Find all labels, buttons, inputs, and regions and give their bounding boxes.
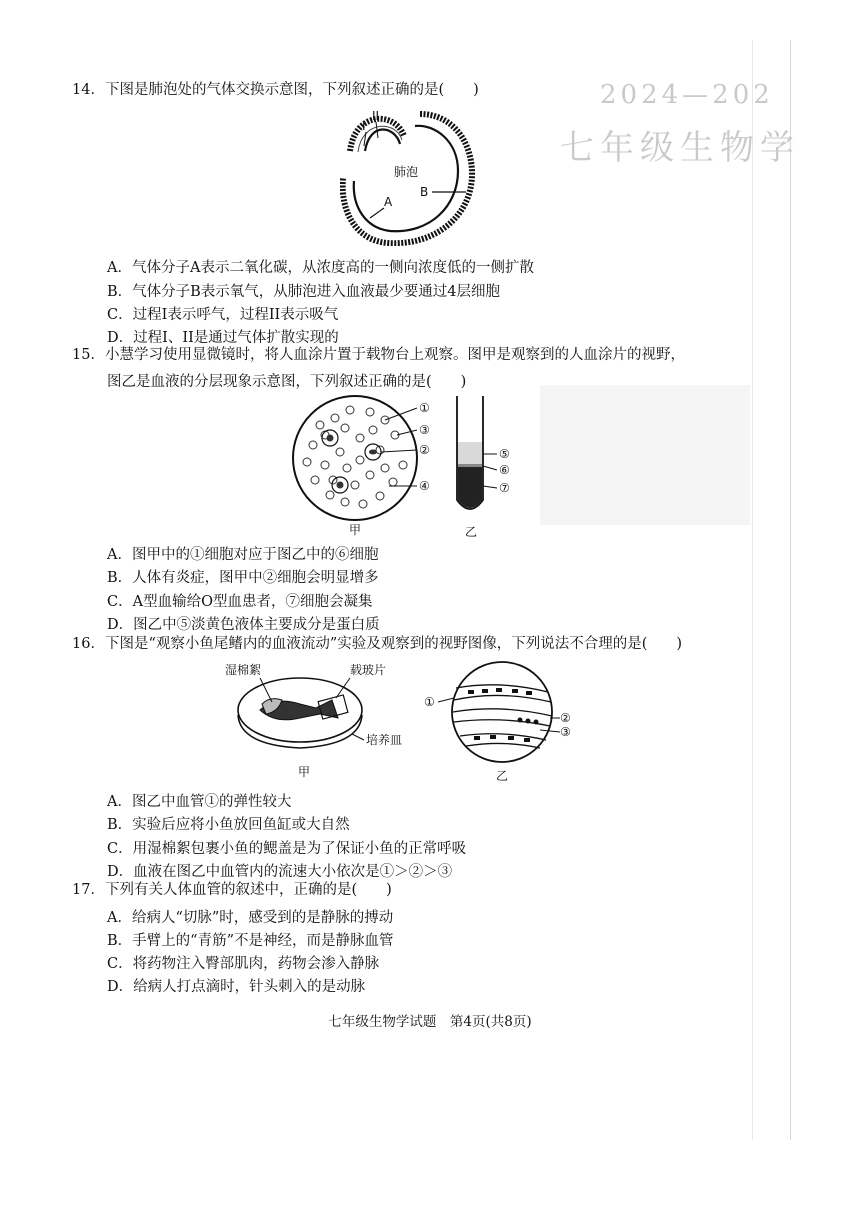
binding-line	[790, 40, 791, 1140]
label-A: A	[384, 195, 393, 209]
smear-label-1: ①	[419, 401, 430, 415]
q15-option-d: D．图乙中⑤淡黄色液体主要成分是蛋白质	[107, 617, 380, 633]
blood-smear-figure	[285, 390, 525, 540]
question-15-stem-2: 图乙是血液的分层现象示意图，下列叙述正确的是( )	[107, 374, 467, 390]
vessel-label-2: ②	[560, 711, 571, 725]
q17-option-d: D．给病人打点滴时，针头刺入的是动脉	[107, 979, 366, 995]
label-I: I	[362, 119, 366, 133]
q15-option-c: C．A型血输给O型血患者，⑦细胞会凝集	[107, 594, 373, 610]
tube-label-6: ⑥	[499, 463, 510, 477]
bleed-through-title: 2024—202	[600, 80, 774, 110]
microscope-view-caption: 乙	[496, 769, 509, 783]
q14-option-d: D．过程I、II是通过气体扩散实现的	[107, 330, 339, 346]
fold-line	[752, 40, 753, 1140]
question-16-stem: 16．下图是“观察小鱼尾鳍内的血液流动”实验及观察到的视野图像，下列说法不合理的是( )	[72, 636, 683, 652]
smear-label-4: ④	[419, 479, 430, 493]
alveolus-gas-exchange-figure	[340, 106, 490, 246]
q17-option-b: B．手臂上的“青筋”不是神经，而是静脉血管	[107, 933, 394, 949]
vessel-label-1: ①	[424, 695, 435, 709]
alveolus-label: 肺泡	[394, 165, 419, 179]
question-17-stem: 17．下列有关人体血管的叙述中，正确的是( )	[72, 882, 392, 898]
q16-option-a: A．图乙中血管①的弹性较大	[107, 794, 292, 810]
bleed-through-table	[540, 385, 750, 525]
question-14-stem: 14．下图是肺泡处的气体交换示意图，下列叙述正确的是( )	[72, 82, 479, 98]
smear-caption: 甲	[349, 523, 362, 537]
q16-option-c: C．用湿棉絮包裹小鱼的鳃盖是为了保证小鱼的正常呼吸	[107, 841, 467, 857]
q17-option-a: A．给病人“切脉”时，感受到的是静脉的搏动	[107, 910, 394, 926]
smear-label-3: ③	[419, 423, 430, 437]
q14-option-b: B．气体分子B表示氧气，从肺泡进入血液最少要通过4层细胞	[107, 284, 501, 300]
tube-label-5: ⑤	[499, 447, 510, 461]
tube-label-7: ⑦	[499, 481, 510, 495]
q17-option-c: C．将药物注入臀部肌肉，药物会渗入静脉	[107, 956, 380, 972]
q16-option-b: B．实验后应将小鱼放回鱼缸或大自然	[107, 817, 350, 833]
fish-setup-caption: 甲	[298, 765, 311, 779]
fish-tail-experiment-figure	[220, 660, 600, 785]
smear-label-2: ②	[419, 443, 430, 457]
vessel-label-3: ③	[560, 725, 571, 739]
q14-option-a: A．气体分子A表示二氧化碳，从浓度高的一侧向浓度低的一侧扩散	[107, 260, 534, 276]
page-footer: 七年级生物学试题 第4页(共8页)	[328, 1014, 532, 1030]
q16-option-d: D．血液在图乙中血管内的流速大小依次是①＞②＞③	[107, 864, 453, 880]
q15-option-b: B．人体有炎症，图甲中②细胞会明显增多	[107, 570, 379, 586]
bleed-through-subject: 七年级生物学	[560, 128, 800, 168]
dish-label: 培养皿	[366, 733, 403, 747]
tube-caption: 乙	[465, 525, 478, 539]
question-15-stem: 15．小慧学习使用显微镜时，将人血涂片置于载物台上观察。图甲是观察到的人血涂片的视野，	[72, 347, 685, 363]
label-II: II	[372, 109, 380, 123]
q14-option-c: C．过程I表示呼气，过程II表示吸气	[107, 307, 339, 323]
q15-option-a: A．图甲中的①细胞对应于图乙中的⑥细胞	[107, 547, 379, 563]
label-B: B	[420, 185, 429, 199]
slide-label: 载玻片	[350, 663, 387, 677]
wet-cotton-label: 湿棉絮	[225, 663, 262, 677]
